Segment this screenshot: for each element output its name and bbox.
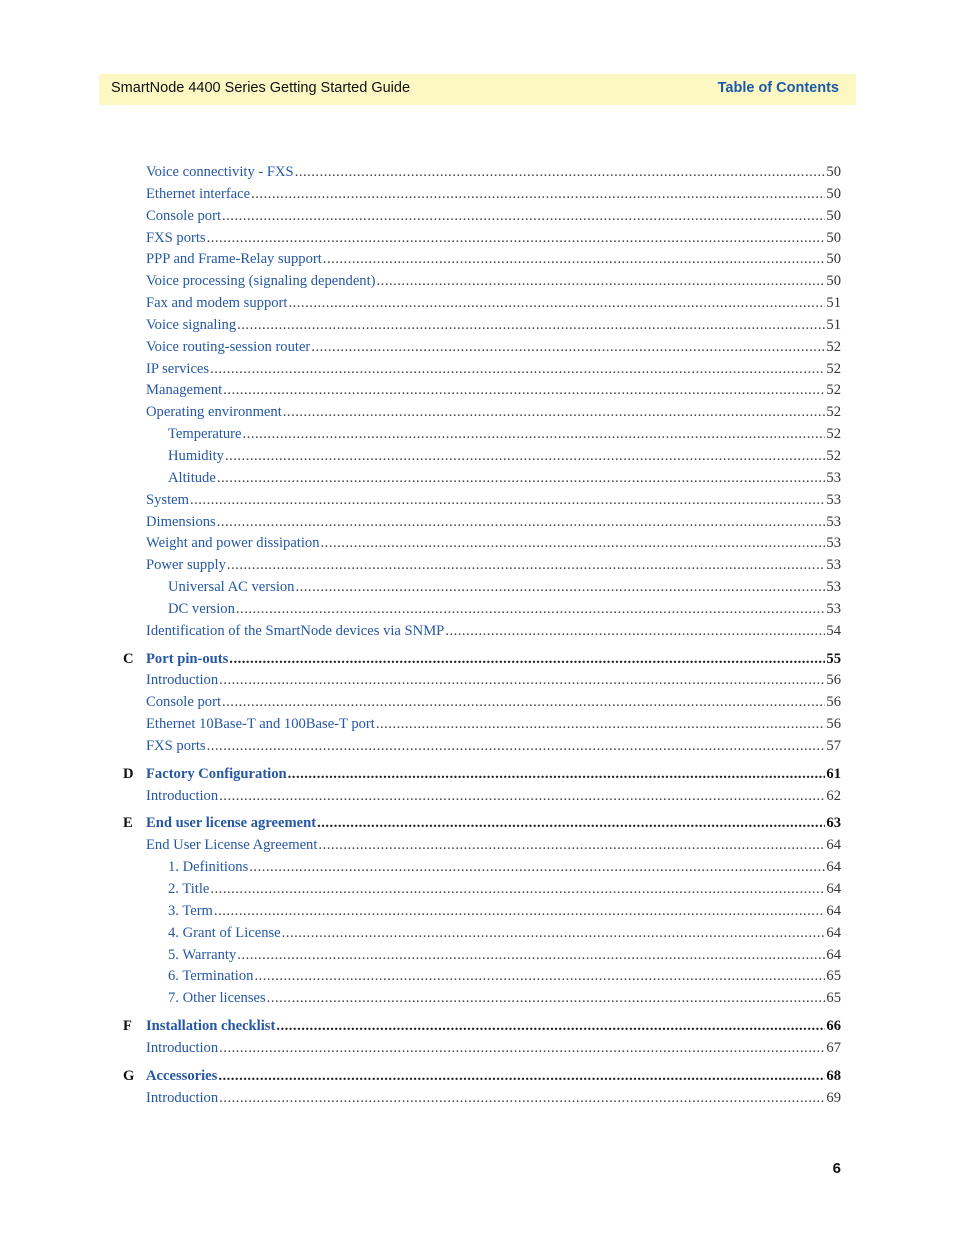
- toc-entry-content: [168, 468, 841, 490]
- toc-entry-label[interactable]: Introduction: [146, 672, 219, 689]
- dot-leader: [219, 670, 825, 692]
- toc-entry-content: [146, 1016, 841, 1038]
- toc-page-number[interactable]: 56: [826, 672, 841, 689]
- toc-page-number[interactable]: 51: [826, 295, 841, 312]
- toc-entry[interactable]: [0, 512, 954, 534]
- toc-entry[interactable]: [0, 857, 954, 879]
- page-number: 6: [832, 1160, 841, 1177]
- toc-chapter-entry[interactable]: [0, 764, 954, 786]
- toc-entry-content: [146, 764, 841, 786]
- toc-entry-content: [146, 1088, 841, 1110]
- toc-entry[interactable]: [0, 337, 954, 359]
- dot-leader: [267, 988, 826, 1010]
- toc-entry-content: [146, 533, 841, 555]
- toc-page-number[interactable]: 53: [826, 469, 841, 486]
- dot-leader: [217, 468, 826, 490]
- toc-entry-label[interactable]: IP services: [146, 360, 210, 377]
- toc-entry-content: [146, 206, 841, 228]
- toc-page-number[interactable]: 50: [826, 185, 841, 202]
- dot-leader: [227, 555, 826, 577]
- toc-entry-content: [168, 424, 841, 446]
- toc-page-number[interactable]: 52: [826, 404, 841, 421]
- toc-entry-content: [146, 813, 841, 835]
- toc-entry-content: [146, 315, 841, 337]
- dot-leader: [311, 337, 825, 359]
- toc-entry-label[interactable]: Operating environment: [146, 404, 282, 421]
- toc-entry-content: [168, 879, 841, 901]
- toc-entry[interactable]: [0, 736, 954, 758]
- dot-leader: [445, 621, 825, 643]
- toc-entry-label[interactable]: Accessories: [146, 1067, 218, 1084]
- toc-entry[interactable]: [0, 359, 954, 381]
- toc-entry-content: [146, 512, 841, 534]
- toc-entry-label[interactable]: Dimensions: [146, 513, 216, 530]
- toc-entry-label[interactable]: Ethernet interface: [146, 185, 251, 202]
- toc-page-number[interactable]: 64: [826, 859, 841, 876]
- dot-leader: [323, 249, 826, 271]
- toc-page-number[interactable]: 65: [826, 968, 841, 985]
- toc-entry-label[interactable]: Power supply: [146, 557, 226, 574]
- toc-entry-label[interactable]: Port pin-outs: [146, 650, 229, 667]
- toc-entry-content: [146, 228, 841, 250]
- toc-entry[interactable]: [0, 988, 954, 1010]
- toc-entry-label[interactable]: PPP and Frame-Relay support: [146, 251, 322, 268]
- toc-entry-label[interactable]: Introduction: [146, 1089, 219, 1106]
- toc-page-number[interactable]: 53: [826, 535, 841, 552]
- dot-leader: [321, 533, 826, 555]
- toc-entry-label[interactable]: 7. Other licenses: [168, 990, 266, 1007]
- toc-entry[interactable]: [0, 490, 954, 512]
- toc-page-number[interactable]: 57: [826, 737, 841, 754]
- dot-leader: [219, 1088, 825, 1110]
- toc-entry-label[interactable]: 5. Warranty: [168, 946, 237, 963]
- dot-leader: [288, 293, 825, 315]
- toc-entry[interactable]: [0, 184, 954, 206]
- toc-page-number[interactable]: 56: [826, 716, 841, 733]
- dot-leader: [254, 966, 825, 988]
- toc-entry[interactable]: [0, 424, 954, 446]
- dot-leader: [283, 402, 826, 424]
- toc-entry-label[interactable]: 6. Termination: [168, 968, 254, 985]
- toc-entry-label[interactable]: Temperature: [168, 426, 242, 443]
- toc-entry-label[interactable]: FXS ports: [146, 229, 206, 246]
- toc-entry-label[interactable]: Identification of the SmartNode devices via SNMP: [146, 622, 445, 639]
- toc-entry-label[interactable]: Universal AC version: [168, 579, 295, 596]
- toc-page-number[interactable]: 64: [826, 881, 841, 897]
- toc-entry-label[interactable]: 3. Term: [168, 902, 213, 919]
- toc-entry[interactable]: [0, 293, 954, 315]
- dot-leader: [317, 813, 825, 835]
- toc-entry[interactable]: [0, 923, 954, 945]
- toc-entry[interactable]: [0, 945, 954, 967]
- toc-entry-label[interactable]: Factory Configuration: [146, 765, 287, 782]
- toc-page-number[interactable]: 50: [826, 207, 841, 224]
- toc-entry-content: [168, 988, 841, 1010]
- document-title: SmartNode 4400 Series Getting Started Guide: [111, 80, 411, 96]
- toc-entry-content: [146, 835, 841, 857]
- toc-page-number[interactable]: 61: [826, 765, 841, 782]
- toc-entry[interactable]: [0, 966, 954, 988]
- toc-entry-label[interactable]: End User License Agreement: [146, 837, 318, 854]
- toc-chapter-entry[interactable]: [0, 1016, 954, 1038]
- toc-entry[interactable]: [0, 670, 954, 692]
- toc-entry-content: [146, 621, 841, 643]
- dot-leader: [288, 764, 826, 786]
- toc-entry-label[interactable]: 2. Title: [168, 881, 210, 897]
- toc-entry-content: [146, 1066, 841, 1088]
- dot-leader: [236, 599, 826, 621]
- toc-page-number[interactable]: 52: [826, 360, 841, 377]
- toc-page-number[interactable]: 53: [826, 491, 841, 508]
- dot-leader: [214, 901, 825, 923]
- toc-page-number[interactable]: 51: [826, 316, 841, 333]
- toc-entry-label[interactable]: Altitude: [168, 469, 216, 486]
- toc-entry[interactable]: [0, 577, 954, 599]
- toc-entry-label[interactable]: Voice processing (signaling dependent): [146, 273, 376, 290]
- dot-leader: [210, 359, 825, 381]
- toc-page-number[interactable]: 50: [826, 229, 841, 246]
- dot-leader: [229, 649, 825, 671]
- toc-entry[interactable]: [0, 468, 954, 490]
- toc-page-number[interactable]: 66: [826, 1018, 841, 1035]
- toc-page-number[interactable]: 55: [826, 650, 841, 667]
- toc-entry[interactable]: [0, 786, 954, 808]
- toc-entry-content: [146, 649, 841, 671]
- toc-page-number[interactable]: 53: [826, 513, 841, 530]
- toc-entry-content: [146, 1038, 841, 1060]
- toc-entry-content: [146, 337, 841, 359]
- toc-entry-content: [146, 692, 841, 714]
- toc-page-number[interactable]: 50: [826, 251, 841, 268]
- toc-page-number[interactable]: 54: [826, 622, 841, 639]
- toc-entry[interactable]: [0, 555, 954, 577]
- dot-leader: [190, 490, 825, 512]
- chapter-letter: D: [123, 765, 134, 782]
- toc-entry-label[interactable]: Fax and modem support: [146, 295, 288, 312]
- toc-entry-content: [168, 901, 841, 923]
- dot-leader: [282, 923, 826, 945]
- toc-page-number[interactable]: 53: [826, 579, 841, 596]
- toc-page-number[interactable]: 53: [826, 557, 841, 574]
- toc-entry[interactable]: [0, 380, 954, 402]
- toc-entry[interactable]: [0, 206, 954, 228]
- toc-entry-label[interactable]: DC version: [168, 600, 235, 617]
- toc-chapter-entry[interactable]: [0, 649, 954, 671]
- toc-page-number[interactable]: 63: [826, 815, 841, 832]
- dot-leader: [377, 271, 826, 293]
- toc-page-number[interactable]: 52: [826, 426, 841, 443]
- dot-leader: [207, 228, 826, 250]
- toc-page-number[interactable]: 52: [826, 447, 841, 464]
- dot-leader: [219, 786, 825, 808]
- dot-leader: [251, 184, 825, 206]
- toc-entry-label[interactable]: 1. Definitions: [168, 859, 249, 876]
- toc-entry[interactable]: [0, 315, 954, 337]
- toc-page-number[interactable]: 68: [826, 1067, 841, 1084]
- toc-entry[interactable]: [0, 1038, 954, 1060]
- toc-page-number[interactable]: 62: [826, 787, 841, 804]
- dot-leader: [207, 736, 826, 758]
- toc-entry-label[interactable]: FXS ports: [146, 737, 206, 754]
- toc-entry-label[interactable]: 4. Grant of License: [168, 924, 281, 941]
- dot-leader: [295, 162, 826, 184]
- running-header: [99, 74, 856, 105]
- dot-leader: [218, 1066, 825, 1088]
- table-of-contents: [0, 162, 954, 1109]
- toc-entry-label[interactable]: Humidity: [168, 447, 224, 464]
- dot-leader: [237, 945, 825, 967]
- toc-entry-content: [168, 923, 841, 945]
- toc-page-number[interactable]: 64: [826, 946, 841, 963]
- dot-leader: [210, 879, 825, 901]
- toc-page-number[interactable]: 65: [826, 990, 841, 1007]
- dot-leader: [237, 315, 825, 337]
- toc-page-number[interactable]: 64: [826, 924, 841, 941]
- toc-entry-content: [146, 293, 841, 315]
- toc-entry-label[interactable]: Voice signaling: [146, 316, 237, 333]
- toc-page-number[interactable]: 64: [826, 837, 841, 854]
- dot-leader: [318, 835, 825, 857]
- toc-entry[interactable]: [0, 692, 954, 714]
- toc-entry[interactable]: [0, 1088, 954, 1110]
- toc-entry-label[interactable]: Introduction: [146, 787, 219, 804]
- toc-entry-label[interactable]: End user license agreement: [146, 815, 317, 832]
- toc-page-number[interactable]: 52: [826, 382, 841, 399]
- toc-entry-content: [146, 380, 841, 402]
- toc-entry[interactable]: [0, 162, 954, 184]
- toc-page-number[interactable]: 50: [826, 273, 841, 290]
- dot-leader: [222, 692, 825, 714]
- dot-leader: [223, 380, 825, 402]
- toc-entry-content: [168, 577, 841, 599]
- toc-entry[interactable]: [0, 402, 954, 424]
- toc-page-number[interactable]: 53: [826, 600, 841, 617]
- toc-entry-content: [168, 599, 841, 621]
- toc-entry[interactable]: [0, 271, 954, 293]
- toc-entry-content: [168, 966, 841, 988]
- toc-entry[interactable]: [0, 835, 954, 857]
- toc-page-number[interactable]: 64: [826, 902, 841, 919]
- section-title: Table of Contents: [717, 80, 839, 96]
- toc-entry-content: [146, 402, 841, 424]
- toc-entry[interactable]: [0, 621, 954, 643]
- dot-leader: [225, 446, 825, 468]
- toc-entry[interactable]: [0, 599, 954, 621]
- toc-entry-label[interactable]: Installation checklist: [146, 1018, 276, 1035]
- toc-entry-label[interactable]: System: [146, 491, 189, 508]
- toc-entry-content: [146, 359, 841, 381]
- toc-entry[interactable]: [0, 249, 954, 271]
- toc-entry-content: [168, 945, 841, 967]
- toc-entry[interactable]: [0, 879, 954, 901]
- toc-entry-label[interactable]: Ethernet 10Base-T and 100Base-T port: [146, 716, 375, 733]
- toc-entry[interactable]: [0, 228, 954, 250]
- toc-entry[interactable]: [0, 533, 954, 555]
- toc-entry-content: [146, 670, 841, 692]
- chapter-letter: F: [123, 1018, 132, 1035]
- dot-leader: [217, 512, 826, 534]
- dot-leader: [295, 577, 825, 599]
- toc-entry-content: [168, 446, 841, 468]
- toc-entry-content: [146, 249, 841, 271]
- toc-entry-content: [146, 184, 841, 206]
- toc-entry-content: [146, 555, 841, 577]
- toc-entry-label[interactable]: Management: [146, 382, 223, 399]
- toc-entry-content: [168, 857, 841, 879]
- dot-leader: [249, 857, 825, 879]
- toc-entry-label[interactable]: Voice routing-session router: [146, 338, 311, 355]
- toc-page-number[interactable]: 52: [826, 338, 841, 355]
- toc-entry-content: [146, 736, 841, 758]
- toc-entry[interactable]: [0, 446, 954, 468]
- toc-page-number[interactable]: 50: [826, 164, 841, 180]
- chapter-letter: G: [123, 1067, 135, 1084]
- dot-leader: [222, 206, 825, 228]
- toc-entry-content: [146, 490, 841, 512]
- toc-entry-label[interactable]: Introduction: [146, 1039, 219, 1056]
- toc-chapter-entry[interactable]: [0, 1066, 954, 1088]
- toc-chapter-entry[interactable]: [0, 813, 954, 835]
- toc-page-number[interactable]: 56: [826, 694, 841, 711]
- toc-entry-content: [146, 786, 841, 808]
- toc-entry-content: [146, 271, 841, 293]
- chapter-letter: E: [123, 815, 133, 832]
- chapter-letter: C: [123, 650, 134, 667]
- toc-entry-label[interactable]: Weight and power dissipation: [146, 535, 320, 552]
- dot-leader: [219, 1038, 825, 1060]
- toc-page-number[interactable]: 69: [826, 1089, 841, 1106]
- dot-leader: [376, 714, 826, 736]
- toc-entry[interactable]: [0, 901, 954, 923]
- toc-entry[interactable]: [0, 714, 954, 736]
- toc-page-number[interactable]: 67: [826, 1039, 841, 1056]
- toc-entry-content: [146, 714, 841, 736]
- toc-entry-label[interactable]: Console port: [146, 207, 221, 224]
- dot-leader: [243, 424, 826, 446]
- dot-leader: [276, 1016, 825, 1038]
- toc-entry-content: [146, 162, 841, 184]
- toc-entry-label[interactable]: Console port: [146, 694, 221, 711]
- toc-entry-label[interactable]: Voice connectivity - FXS: [146, 164, 294, 180]
